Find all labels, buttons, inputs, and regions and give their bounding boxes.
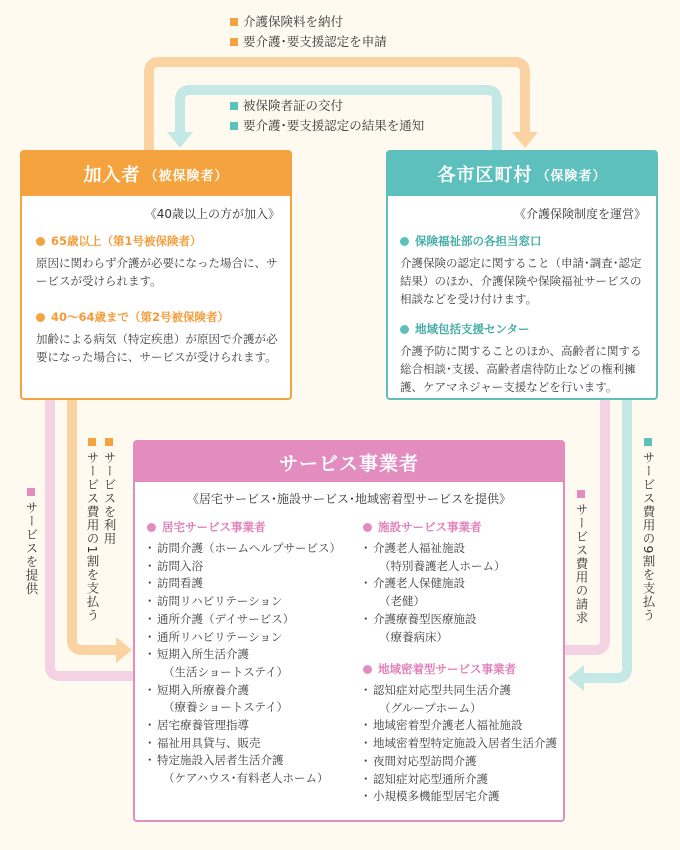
arrow-pay-premium-head <box>512 132 538 148</box>
orange-square-icon <box>105 438 113 446</box>
municipality-description: 《介護保険制度を運営》 <box>513 207 646 221</box>
teal-square-icon <box>230 122 238 130</box>
insured-section-40-64 <box>22 290 290 366</box>
list-item <box>147 646 357 681</box>
legend-pay-premium: 介護保険料を納付 <box>243 14 344 29</box>
orange-square-icon <box>88 438 96 446</box>
insured-box <box>20 150 292 400</box>
insured-section-65 <box>22 222 290 290</box>
item-main: 通所介護（デイサービス） <box>157 611 295 626</box>
orange-square-icon <box>230 18 238 26</box>
community-services-list <box>363 682 563 806</box>
section-body: 介護保険の認定に関すること（申請･調査･認定結果）のほか、介護保険や保険福祉サービスの相談などを受け付けます。 <box>400 256 642 306</box>
municipality-header <box>388 152 656 196</box>
insured-subtitle: （被保険者） <box>144 168 229 184</box>
item-main: 地域密着型特定施設入居者生活介護 <box>373 736 557 751</box>
insured-description: 《40歳以上の方が加入》 <box>144 207 280 221</box>
section-title: 施設サービス事業者 <box>378 520 482 534</box>
legend-notify-result: 要介護･要支援認定の結果を通知 <box>243 118 425 133</box>
item-main: 訪問介護（ホームヘルプサービス） <box>157 541 341 555</box>
top-legend-orange <box>230 12 387 52</box>
list-item <box>147 717 357 735</box>
item-main: 訪問入浴 <box>157 558 203 573</box>
legend-apply-certification: 要介護･要支援認定を申請 <box>243 34 387 49</box>
item-main: 認知症対応型共同生活介護 <box>373 683 511 697</box>
list-item <box>147 629 357 647</box>
item-main: 地域密着型介護老人福祉施設 <box>373 718 523 733</box>
providers-description: 《居宅サービス･施設サービス･地域密着型サービスを提供》 <box>186 492 511 506</box>
municipality-section-window <box>388 222 656 308</box>
section-title: 地域密着型サービス事業者 <box>378 662 516 676</box>
insured-header <box>22 152 290 196</box>
list-item <box>363 788 563 806</box>
item-sub: （療養病床） <box>379 629 448 644</box>
item-sub: （療養ショートステイ） <box>163 700 289 715</box>
item-main: 通所リハビリテーション <box>157 629 283 644</box>
arrow-issue-card-head <box>167 132 193 148</box>
label-pay-10pct: サービス費用の1割を支払う <box>83 438 101 622</box>
list-item <box>363 771 563 789</box>
pink-square-icon <box>27 488 35 496</box>
municipality-subtitle: （保険者） <box>536 168 607 184</box>
section-body: 原因に関わらず介護が必要になった場合に、サービスが受けられます。 <box>36 256 278 288</box>
legend-issue-card: 被保険者証の交付 <box>243 98 344 113</box>
teal-dot-icon <box>400 325 409 334</box>
municipality-section-center <box>388 308 656 396</box>
label-provide-service: サービスを提供 <box>22 488 40 596</box>
section-title: 40～64歳まで（第2号被保険者） <box>51 310 230 324</box>
item-sub: （特別養護老人ホーム） <box>379 558 506 573</box>
list-item <box>147 593 357 611</box>
providers-header <box>135 442 563 482</box>
list-item <box>147 752 357 787</box>
item-main: 福祉用具貸与、販売 <box>157 735 261 750</box>
item-main: 介護老人福祉施設 <box>373 541 465 555</box>
pink-dot-icon <box>363 523 372 532</box>
facility-services <box>363 518 563 646</box>
municipality-box <box>386 150 658 400</box>
list-item <box>363 682 563 717</box>
arrow-pay-90-head <box>568 665 584 691</box>
community-services <box>363 660 563 806</box>
teal-square-icon <box>644 438 652 446</box>
list-item <box>363 575 563 610</box>
item-sub: （グループホーム） <box>379 700 482 715</box>
item-sub: （ケアハウス･有料老人ホーム） <box>163 771 329 786</box>
teal-square-icon <box>230 102 238 110</box>
list-item <box>147 682 357 717</box>
section-title: 65歳以上（第1号被保険者） <box>51 234 202 248</box>
item-main: 認知症対応型通所介護 <box>373 771 488 786</box>
orange-square-icon <box>230 38 238 46</box>
providers-box <box>133 440 565 822</box>
pink-square-icon <box>577 490 585 498</box>
list-item <box>147 558 357 576</box>
list-item <box>147 575 357 593</box>
facility-services-list <box>363 540 563 646</box>
list-item <box>147 540 357 558</box>
pink-dot-icon <box>363 665 372 674</box>
orange-dot-icon <box>36 237 45 246</box>
label-pay-90pct: サービス費用の9割を支払う <box>639 438 657 622</box>
list-item <box>363 753 563 771</box>
list-item <box>147 611 357 629</box>
top-legend-teal <box>230 96 424 136</box>
item-main: 介護老人保健施設 <box>373 576 465 591</box>
label-claim-cost: サービス費用の請求 <box>572 490 590 625</box>
item-main: 短期入所生活介護 <box>157 647 249 662</box>
teal-dot-icon <box>400 237 409 246</box>
item-main: 特定施設入居者生活介護 <box>157 753 284 768</box>
insured-title: 加入者 <box>83 165 141 186</box>
arrow-use-service-head <box>116 637 132 663</box>
section-body: 介護予防に関することのほか、高齢者に関する総合相談･支援、高齢者虐待防止などの権利擁護、ケアマネジャー支援などを行います。 <box>400 344 642 394</box>
providers-title: サービス事業者 <box>278 452 419 475</box>
item-main: 居宅療養管理指導 <box>157 718 249 733</box>
list-item <box>363 717 563 735</box>
pink-dot-icon <box>147 523 156 532</box>
list-item <box>363 611 563 646</box>
list-item <box>363 735 563 753</box>
municipality-title: 各市区町村 <box>437 165 533 186</box>
item-main: 短期入所療養介護 <box>157 682 249 697</box>
item-main: 介護療養型医療施設 <box>373 611 477 626</box>
section-body: 加齢による病気（特定疾患）が原因で介護が必要になった場合に、サービスが受けられます。 <box>36 332 278 364</box>
section-title: 地域包括支援センター <box>415 322 530 336</box>
home-services-list <box>147 540 357 788</box>
item-sub: （老健） <box>379 594 425 609</box>
item-main: 夜間対応型訪問介護 <box>373 753 477 768</box>
section-title: 居宅サービス事業者 <box>162 520 266 534</box>
list-item <box>147 735 357 753</box>
orange-dot-icon <box>36 313 45 322</box>
list-item <box>363 540 563 575</box>
item-main: 訪問看護 <box>157 576 203 591</box>
section-title: 保険福祉部の各担当窓口 <box>415 234 542 248</box>
home-services <box>147 518 357 788</box>
label-use-service: サービスを利用 <box>100 438 118 546</box>
item-main: 訪問リハビリテーション <box>157 594 283 609</box>
item-main: 小規模多機能型居宅介護 <box>373 789 500 804</box>
item-sub: （生活ショートステイ） <box>163 664 289 679</box>
